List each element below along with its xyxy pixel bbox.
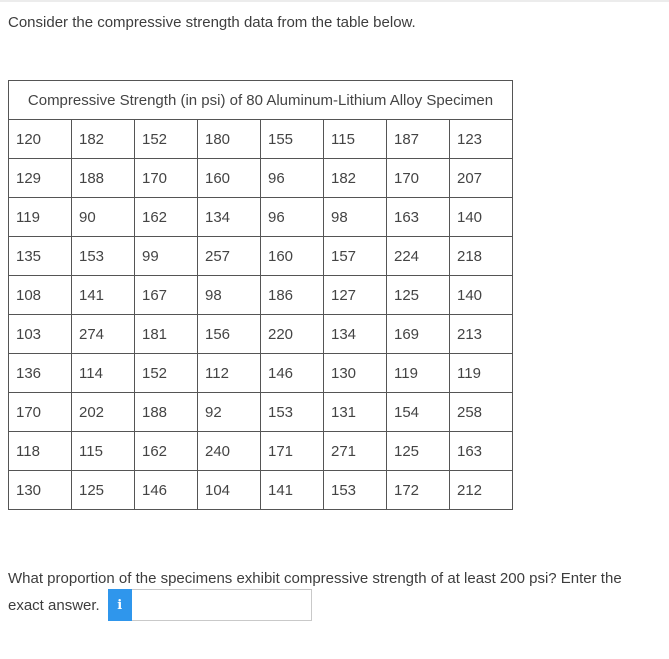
table-cell: 146 xyxy=(261,354,324,393)
table-cell: 155 xyxy=(261,120,324,159)
table-cell: 115 xyxy=(72,432,135,471)
table-cell: 152 xyxy=(135,120,198,159)
table-cell: 172 xyxy=(387,471,450,510)
table-cell: 257 xyxy=(198,237,261,276)
table-cell: 160 xyxy=(198,159,261,198)
table-cell: 135 xyxy=(9,237,72,276)
table-cell: 188 xyxy=(135,393,198,432)
table-cell: 163 xyxy=(387,198,450,237)
table-row xyxy=(9,393,513,432)
table-cell: 108 xyxy=(9,276,72,315)
table-caption: Compressive Strength (in psi) of 80 Aluminum-Lithium Alloy Specimen xyxy=(9,81,513,120)
table-cell: 146 xyxy=(135,471,198,510)
table-cell: 153 xyxy=(72,237,135,276)
table-cell: 154 xyxy=(387,393,450,432)
table-row xyxy=(9,354,513,393)
table-cell: 170 xyxy=(387,159,450,198)
table-cell: 180 xyxy=(198,120,261,159)
table-cell: 163 xyxy=(450,432,513,471)
table-row xyxy=(9,198,513,237)
table-cell: 120 xyxy=(9,120,72,159)
info-icon[interactable]: i xyxy=(108,589,132,621)
table-cell: 125 xyxy=(387,432,450,471)
table-cell: 140 xyxy=(450,276,513,315)
table-cell: 170 xyxy=(135,159,198,198)
table-cell: 157 xyxy=(324,237,387,276)
table-cell: 186 xyxy=(261,276,324,315)
table-cell: 182 xyxy=(324,159,387,198)
table-cell: 182 xyxy=(72,120,135,159)
table-cell: 224 xyxy=(387,237,450,276)
table-cell: 171 xyxy=(261,432,324,471)
table-cell: 127 xyxy=(324,276,387,315)
table-cell: 125 xyxy=(72,471,135,510)
table-cell: 213 xyxy=(450,315,513,354)
table-cell: 98 xyxy=(198,276,261,315)
table-cell: 112 xyxy=(198,354,261,393)
table-cell: 162 xyxy=(135,432,198,471)
table-cell: 220 xyxy=(261,315,324,354)
table-cell: 119 xyxy=(9,198,72,237)
table-cell: 90 xyxy=(72,198,135,237)
table-row xyxy=(9,315,513,354)
table-cell: 141 xyxy=(261,471,324,510)
table-cell: 98 xyxy=(324,198,387,237)
table-cell: 136 xyxy=(9,354,72,393)
table-row xyxy=(9,432,513,471)
table-cell: 115 xyxy=(324,120,387,159)
table-caption-row xyxy=(9,81,513,120)
table-cell: 169 xyxy=(387,315,450,354)
table-cell: 134 xyxy=(198,198,261,237)
table-cell: 131 xyxy=(324,393,387,432)
table-cell: 167 xyxy=(135,276,198,315)
table-cell: 114 xyxy=(72,354,135,393)
table-cell: 118 xyxy=(9,432,72,471)
answer-row xyxy=(8,589,312,621)
table-cell: 104 xyxy=(198,471,261,510)
table-row xyxy=(9,159,513,198)
table-cell: 271 xyxy=(324,432,387,471)
table-cell: 130 xyxy=(9,471,72,510)
table-cell: 188 xyxy=(72,159,135,198)
table-cell: 218 xyxy=(450,237,513,276)
table-cell: 152 xyxy=(135,354,198,393)
table-cell: 153 xyxy=(261,393,324,432)
table-cell: 202 xyxy=(72,393,135,432)
table-cell: 119 xyxy=(450,354,513,393)
table-cell: 125 xyxy=(387,276,450,315)
table-row xyxy=(9,471,513,510)
table-cell: 99 xyxy=(135,237,198,276)
table-row xyxy=(9,237,513,276)
table-row xyxy=(9,276,513,315)
table-cell: 129 xyxy=(9,159,72,198)
table-cell: 181 xyxy=(135,315,198,354)
answer-input[interactable] xyxy=(132,589,312,621)
table-cell: 207 xyxy=(450,159,513,198)
question-text: What proportion of the specimens exhibit compressive strength of at least 200 psi? Enter the xyxy=(8,570,622,587)
table-row xyxy=(9,120,513,159)
table-cell: 103 xyxy=(9,315,72,354)
table-cell: 92 xyxy=(198,393,261,432)
table-cell: 156 xyxy=(198,315,261,354)
table-cell: 141 xyxy=(72,276,135,315)
table-cell: 162 xyxy=(135,198,198,237)
table-cell: 170 xyxy=(9,393,72,432)
intro-text: Consider the compressive strength data from the table below. xyxy=(8,14,416,31)
table-cell: 212 xyxy=(450,471,513,510)
table-cell: 274 xyxy=(72,315,135,354)
answer-label: exact answer. xyxy=(8,596,100,614)
table-cell: 96 xyxy=(261,198,324,237)
table-cell: 153 xyxy=(324,471,387,510)
table-cell: 258 xyxy=(450,393,513,432)
table-cell: 96 xyxy=(261,159,324,198)
table-body xyxy=(9,120,513,510)
table-cell: 119 xyxy=(387,354,450,393)
table-cell: 160 xyxy=(261,237,324,276)
table-cell: 140 xyxy=(450,198,513,237)
table-cell: 130 xyxy=(324,354,387,393)
table-cell: 187 xyxy=(387,120,450,159)
compressive-strength-table xyxy=(8,80,513,510)
table-cell: 123 xyxy=(450,120,513,159)
table-cell: 240 xyxy=(198,432,261,471)
top-divider xyxy=(0,0,669,2)
table-cell: 134 xyxy=(324,315,387,354)
